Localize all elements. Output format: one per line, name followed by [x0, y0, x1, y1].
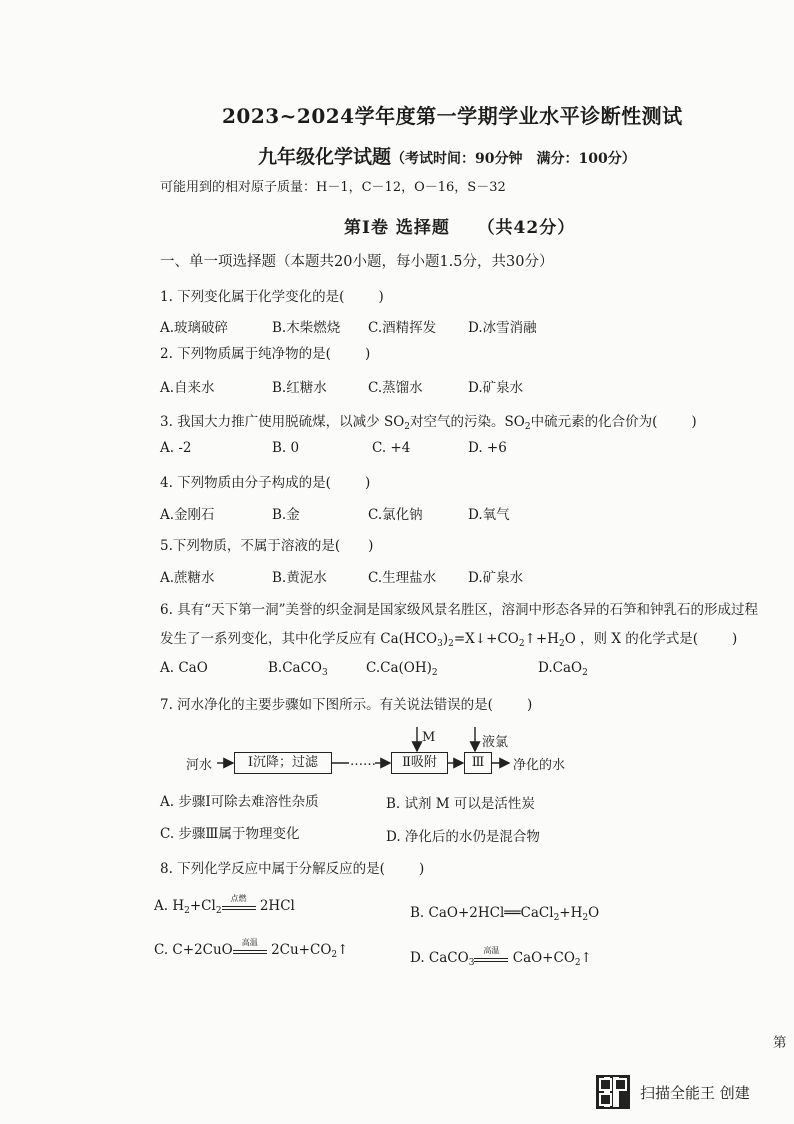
q5-stem-text: 5.下列物质，不属于溶液的是( — [160, 538, 341, 554]
q6-option-b-sub: 3 — [322, 668, 328, 678]
q2-stem-text: 2. 下列物质属于纯净物的是( — [160, 346, 331, 362]
q6-line2-b: ) — [442, 631, 449, 647]
q3-option-d: D. +6 — [468, 440, 507, 456]
q5-option-d: D.矿泉水 — [468, 570, 524, 586]
q3-close: ) — [691, 414, 697, 430]
q4-option-b: B.金 — [272, 507, 300, 523]
q4-stem-text: 4. 下列物质由分子构成的是( — [160, 475, 331, 491]
q7-option-b: B. 试剂 M 可以是活性炭 — [386, 796, 535, 812]
q4-option-c: C.氯化钠 — [368, 507, 423, 523]
q7-option-d: D. 净化后的水仍是混合物 — [386, 829, 540, 845]
q3-stem-b: 对空气的污染。SO — [410, 414, 525, 430]
q3-sub-1: 2 — [404, 422, 411, 432]
q6-close: ) — [732, 631, 738, 647]
q8-b-sub-2: 2 — [582, 913, 589, 923]
q6-line2-e: O ，则 X 的化学式是( — [564, 631, 699, 647]
q8-a-sub-1: 2 — [184, 906, 190, 916]
q6-sub-a: 3 — [437, 639, 443, 649]
q6-sub-c: 2 — [518, 639, 525, 649]
q8-a-condition — [222, 893, 256, 910]
q6-option-d-sub: 2 — [582, 668, 588, 678]
q1-close: ) — [378, 289, 384, 305]
q8-close: ) — [418, 861, 425, 877]
q8-b-sub-1: 2 — [553, 913, 560, 923]
q8-c-condition — [233, 937, 267, 954]
q8-a-sub-2: 2 — [215, 906, 222, 916]
q8-d-label: D. CaCO — [410, 950, 469, 966]
q6-option-b-text: B.CaCO — [268, 660, 322, 676]
q8-c-end: ↑ — [337, 942, 349, 958]
diagram-liquid-chlorine: 液氯 — [482, 735, 509, 750]
q2-option-c: C.蒸馏水 — [368, 380, 423, 396]
q7-close: ) — [526, 697, 533, 713]
q8-b-end: O — [588, 905, 600, 921]
q7-stem-text: 7. 河水净化的主要步骤如下图所示。有关说法错误的是( — [160, 697, 493, 713]
question-8-stem — [160, 857, 424, 877]
q6-sub-d: 2 — [558, 639, 565, 649]
q7-option-c: C. 步骤Ⅲ属于物理变化 — [160, 826, 300, 842]
q2-close: ) — [364, 346, 371, 362]
q6-line2-c: =X↓+CO — [453, 631, 519, 647]
q5-option-a: A.蔗糖水 — [160, 570, 215, 586]
q2-option-a: A.自来水 — [160, 380, 215, 396]
q3-option-a: A. -2 — [160, 440, 192, 456]
q2-option-d: D.矿泉水 — [468, 380, 524, 396]
q8-a-cond-text: 点燃 — [230, 893, 247, 903]
q6-option-c-text: C.Ca(OH) — [366, 660, 432, 676]
q3-option-b: B. 0 — [272, 440, 300, 456]
q8-option-b — [410, 905, 599, 921]
q6-line2-a: 发生了一系列变化，其中化学反应有 Ca(HCO — [160, 631, 438, 647]
q8-d-cond-text: 高温 — [483, 945, 500, 955]
q1-option-a: A.玻璃破碎 — [160, 320, 229, 336]
question-6-line-1: 6. 具有“天下第一洞”美誉的织金洞是国家级风景名胜区，溶洞中形态各异的石笋和钟乳石的形成过程 — [160, 602, 758, 618]
q6-option-c-sub: 2 — [431, 668, 438, 678]
diagram-step-1-box: Ⅰ沉降；过滤 — [234, 752, 332, 774]
q7-option-a: A. 步骤Ⅰ可除去难溶性杂质 — [160, 794, 319, 810]
q8-option-a — [154, 893, 295, 916]
q8-stem-text: 8. 下列化学反应中属于分解反应的是( — [160, 861, 385, 877]
q6-option-a: A. CaO — [160, 660, 208, 676]
q8-b-tail: +H — [559, 905, 583, 921]
q6-sub-b: 2 — [448, 639, 454, 649]
exam-title: 2023~2024学年度第一学期学业水平诊断性测试 — [222, 104, 683, 128]
q3-stem-c: 中硫元素的化合价为( — [530, 414, 658, 430]
diagram-river-label: 河水 — [186, 758, 213, 773]
q2-option-b: B.红糖水 — [272, 380, 327, 396]
q5-option-c: C.生理盐水 — [368, 570, 437, 586]
diagram-output-label: 净化的水 — [513, 758, 566, 773]
q6-line2-d: ↑+H — [524, 631, 559, 647]
q8-option-c — [154, 937, 349, 960]
diagram-step-2-box: Ⅱ吸附 — [391, 752, 448, 774]
q3-option-c: C. +4 — [372, 440, 411, 456]
q8-a-label: A. H — [154, 898, 185, 914]
q8-b-text: B. CaO+2HCl══CaCl — [410, 905, 554, 921]
q1-option-c: C.酒精挥发 — [368, 320, 437, 336]
q1-option-d: D.冰雪消融 — [468, 320, 537, 336]
q6-option-d-text: D.CaO — [538, 660, 583, 676]
q8-c-cond-text: 高温 — [241, 937, 258, 947]
q5-close: ) — [368, 538, 374, 554]
diagram-step-3-box: Ⅲ — [464, 752, 492, 774]
exam-info: （考试时间：90分钟 满分：100分） — [391, 151, 636, 167]
q8-a-product: 2HCl — [259, 898, 295, 914]
q8-a-mid: +Cl — [189, 898, 216, 914]
q8-c-product: 2Cu+CO — [271, 942, 332, 958]
q8-d-condition — [474, 945, 508, 962]
section-heading: 一、单一项选择题（本题共20小题，每小题1.5分，共30分） — [160, 254, 554, 270]
scanner-watermark: 扫描全能王 创建 — [640, 1084, 750, 1102]
part-label: 第Ⅰ卷 选择题 — [344, 218, 450, 238]
part-score: （共42分） — [477, 218, 576, 238]
q8-d-product: CaO+CO — [512, 950, 575, 966]
q1-stem-text: 1. 下列变化属于化学变化的是( — [160, 289, 345, 305]
q8-c-label: C. C+2CuO — [154, 942, 233, 958]
q4-option-d: D.氧气 — [468, 507, 510, 523]
q3-stem-a: 3. 我国大力推广使用脱硫煤，以减少 SO — [160, 414, 405, 430]
diagram-dots: …… — [350, 754, 376, 769]
q8-d-end: ↑ — [580, 950, 592, 966]
q4-close: ) — [364, 475, 371, 491]
q8-d-sub-2: 2 — [574, 958, 581, 968]
q3-sub-2: 2 — [524, 422, 531, 432]
q8-c-sub: 2 — [331, 950, 338, 960]
q5-option-b: B.黄泥水 — [272, 570, 327, 586]
qr-code-icon — [596, 1075, 630, 1109]
atomic-masses: 可能用到的相对原子质量：H－1，C－12，O－16，S－32 — [160, 180, 506, 195]
subject-title: 九年级化学试题 — [258, 146, 392, 168]
page-number-fragment: 第 — [773, 1035, 787, 1051]
q4-option-a: A.金刚石 — [160, 507, 215, 523]
q8-option-d — [410, 945, 592, 968]
q1-option-b: B.木柴燃烧 — [272, 320, 341, 336]
q8-d-sub-1: 3 — [468, 958, 475, 968]
diagram-reagent-m: M — [422, 730, 436, 745]
